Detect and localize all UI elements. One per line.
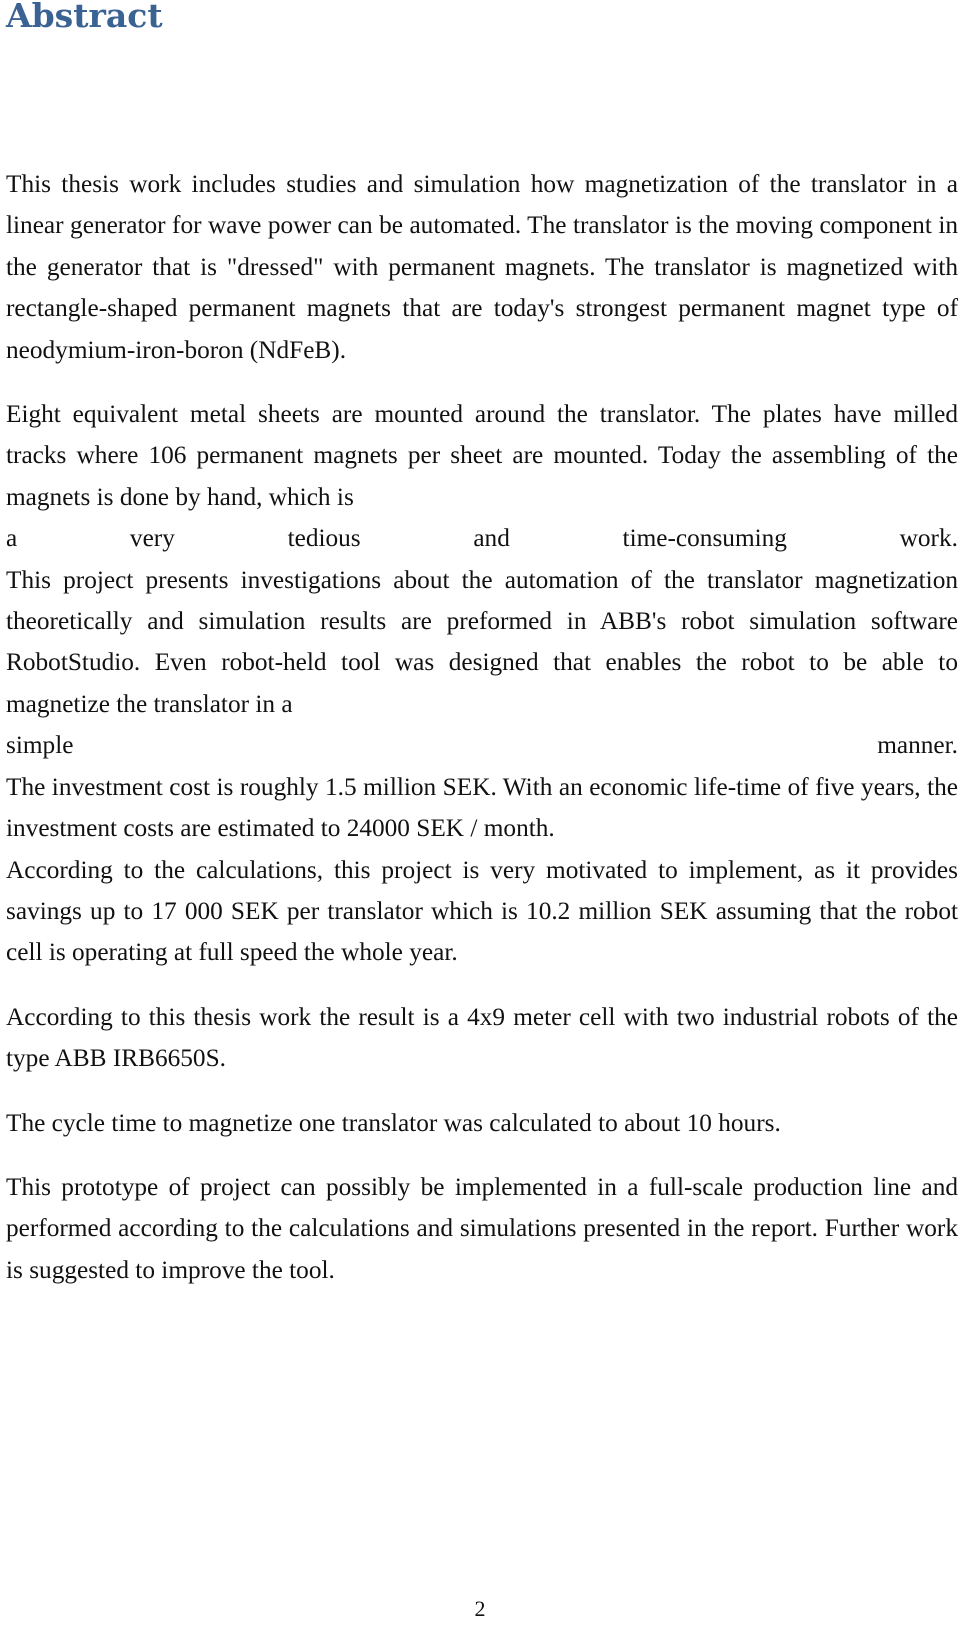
paragraph-prototype: This prototype of project can possibly be implemented in a full-scale production line and performed according to the calculations and simulations presented in the report. Further work is suggested to improve the tool. <box>6 1172 958 1284</box>
paragraph-spacer <box>6 1080 958 1103</box>
word: tedious <box>287 524 361 553</box>
paragraph-spacer <box>6 371 958 394</box>
word: a <box>6 524 18 553</box>
paragraph-details <box>6 394 958 974</box>
paragraph-calculations: According to the calculations, this project is very motivated to implement, as it provides savings up to 17 000 SEK per translator which is 10.2 million SEK assuming that the robot cell is operating at full speed the whole year. <box>6 855 958 967</box>
paragraph-spacer <box>6 1144 958 1167</box>
word: time-consuming <box>622 524 787 553</box>
page-number: 2 <box>474 1596 486 1621</box>
paragraph-cycle-time: The cycle time to magnetize one translator was calculated to about 10 hours. <box>6 1108 781 1137</box>
paragraph-intro: This thesis work includes studies and simulation how magnetization of the translator in a linear generator for wave power can be automated. The translator is the moving component in the generator that is "dressed" with permanent magnets. The translator is magnetized with rectangle-shaped permanent magnets that are today's strongest permanent magnet type of neodymium-iron-boron (NdFeB). <box>6 170 958 364</box>
justified-line-tedious-work <box>6 518 958 559</box>
word: work. <box>899 524 958 553</box>
paragraph-investment: The investment cost is roughly 1.5 million SEK. With an economic life-time of five years, the investment costs are estimated to 24000 SEK / month. <box>6 772 958 843</box>
paragraph-spacer <box>6 974 958 997</box>
abstract-body <box>6 164 958 1291</box>
paragraph-metal-sheets: Eight equivalent metal sheets are mounted around the translator. The plates have milled tracks where 106 permanent magnets per sheet are mounted. Today the assembling of the magnets is done by hand, which is <box>6 400 958 511</box>
word: and <box>473 524 510 553</box>
page-title: Abstract <box>6 0 163 35</box>
paragraph-project-investigation: This project presents investigations about the automation of the translator magnetization theoretically and simulation results are preformed in ABB's robot simulation software RobotStudio. Even robot-held tool was designed that enables the robot to be able to magnetize the translator in a <box>6 565 958 718</box>
word: simple <box>6 731 74 760</box>
justified-line-simple-manner <box>6 725 958 766</box>
paragraph-result: According to this thesis work the result is a 4x9 meter cell with two industrial robots of the type ABB IRB6650S. <box>6 1002 958 1073</box>
word: very <box>129 524 175 553</box>
word: manner. <box>877 731 958 760</box>
